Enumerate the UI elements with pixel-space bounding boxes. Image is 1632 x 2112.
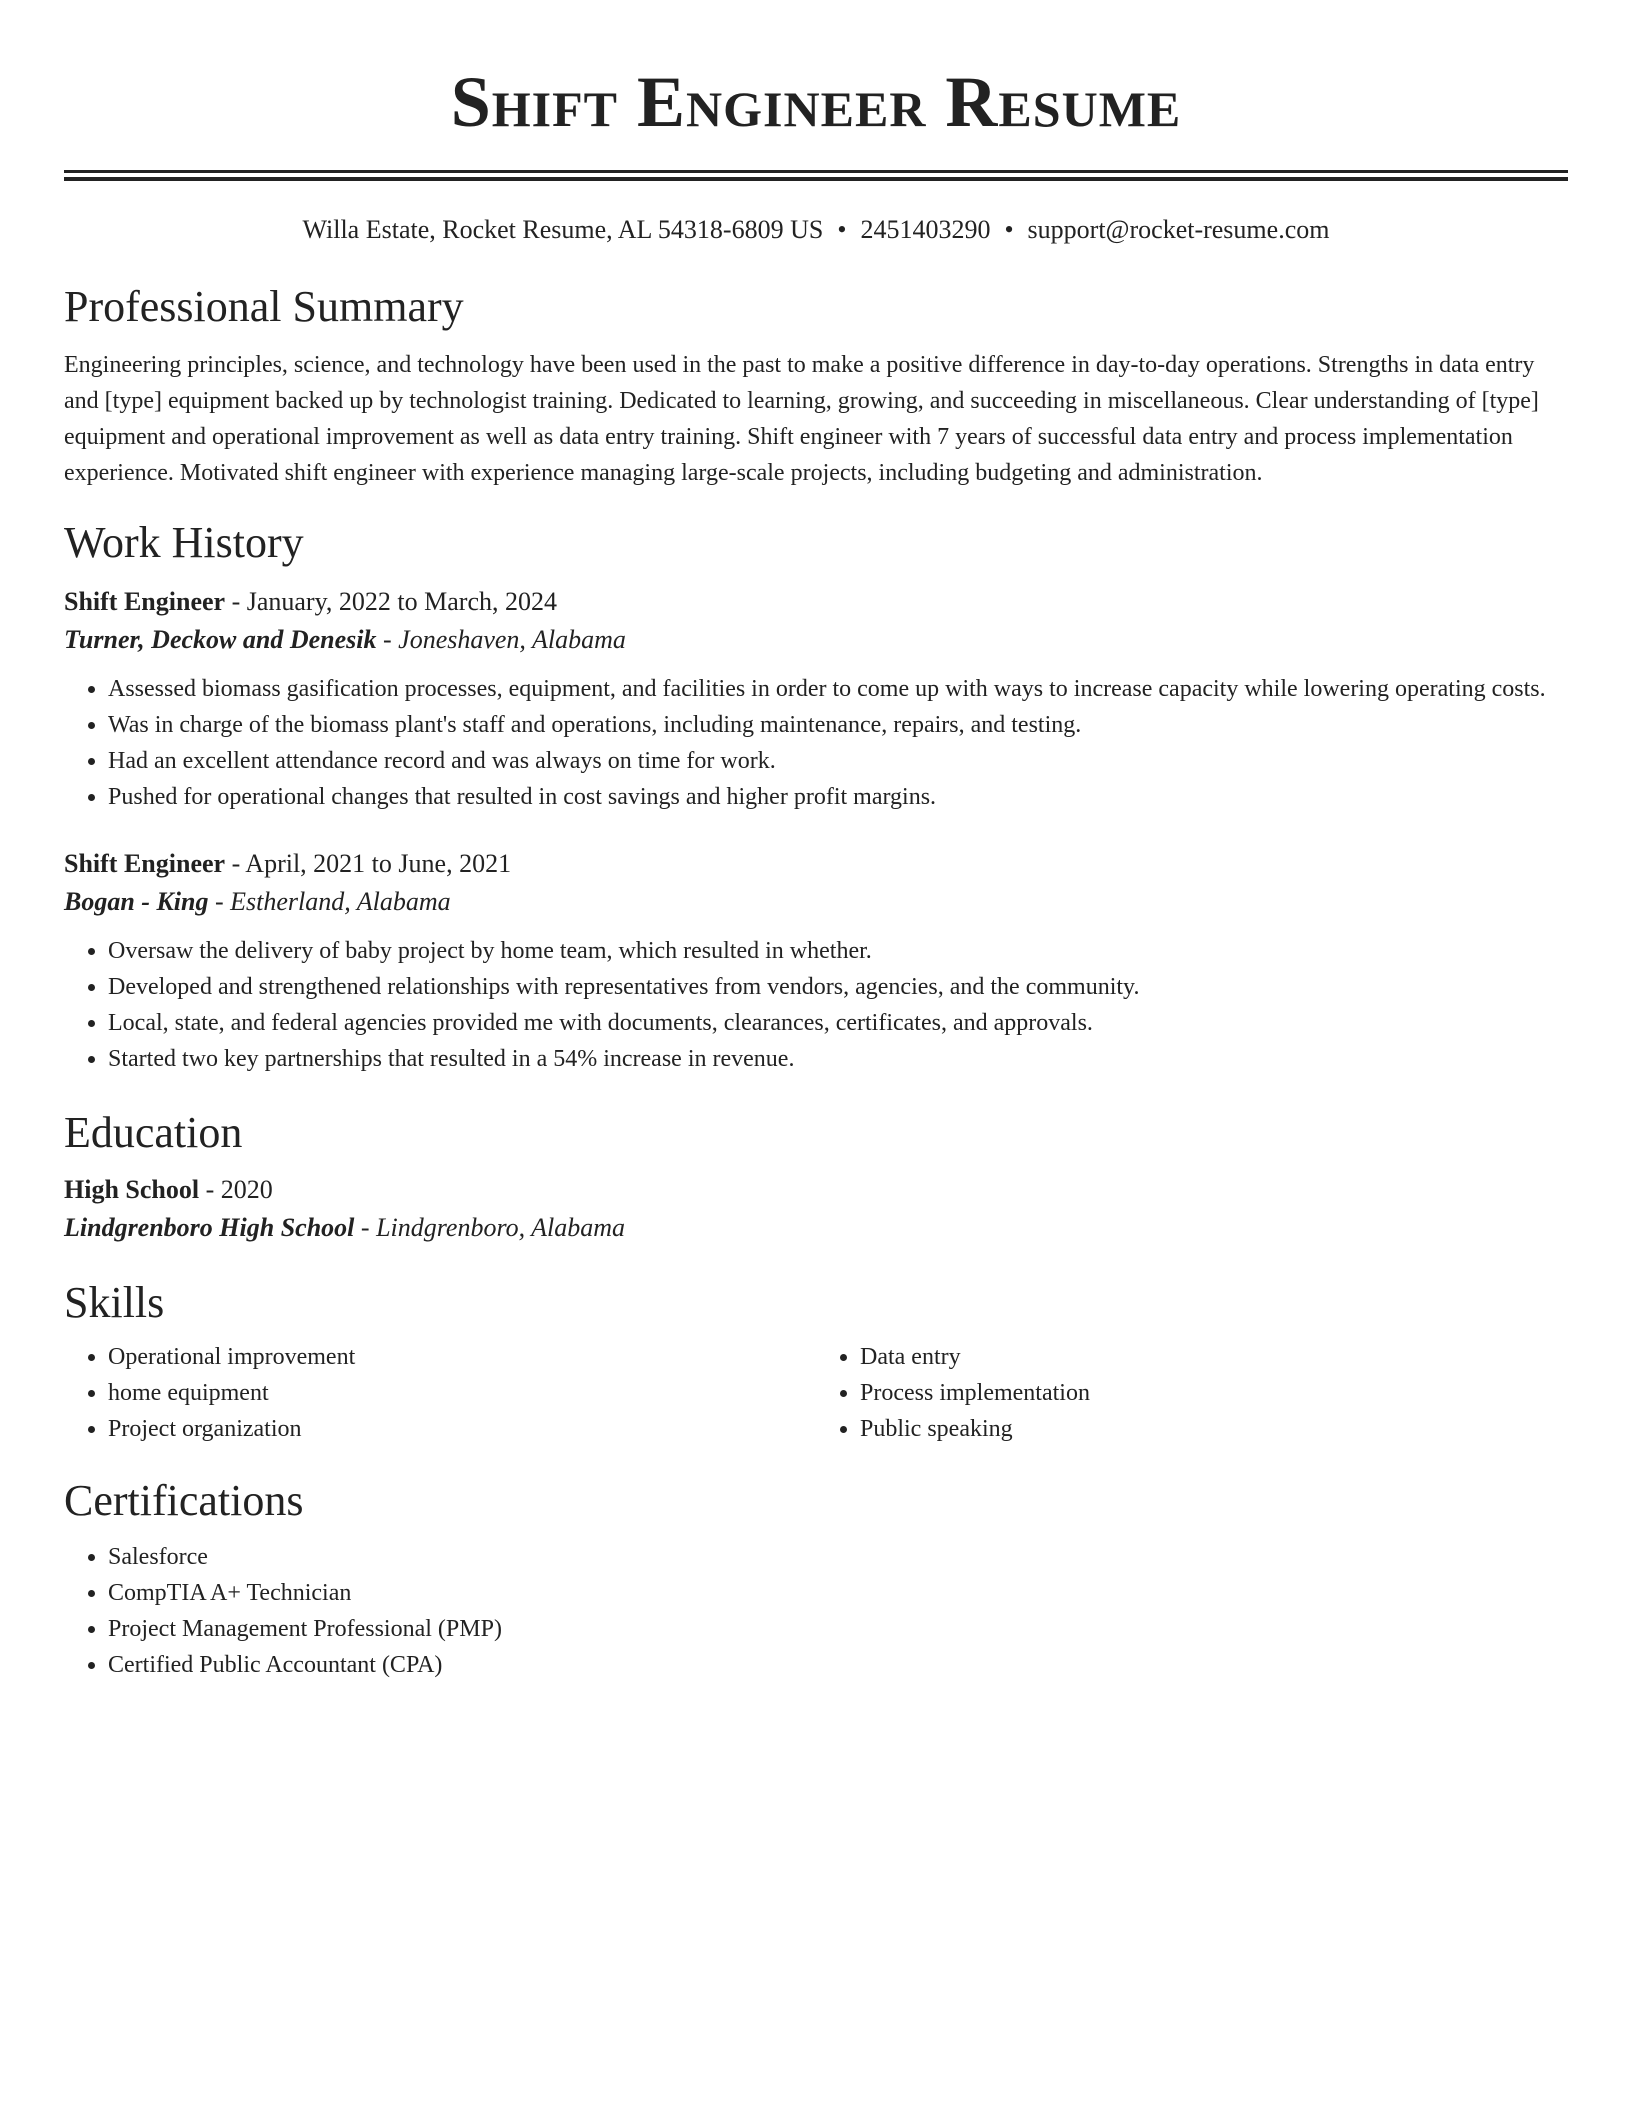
job-title-line: [64, 845, 1568, 883]
job-title: Shift Engineer: [64, 849, 226, 878]
list-item: • Public speaking: [860, 1411, 1568, 1447]
skills-heading: Skills: [64, 1278, 165, 1327]
list-item: • CompTIA A+ Technician: [108, 1575, 1568, 1611]
list-item: • Salesforce: [108, 1539, 1568, 1575]
job-title-line: [64, 583, 1568, 621]
job-dates: - January, 2022 to March, 2024: [225, 587, 557, 616]
skills-list-left: [64, 1339, 816, 1447]
certifications-heading: Certifications: [64, 1476, 304, 1525]
employer-name: Turner, Deckow and Denesik: [64, 625, 377, 654]
school-location: - Lindgrenboro, Alabama: [354, 1213, 626, 1242]
contact-separator: •: [1004, 215, 1014, 244]
contact-email: support@rocket-resume.com: [1027, 215, 1330, 244]
summary-heading: Professional Summary: [64, 282, 464, 331]
degree: High School: [64, 1175, 200, 1204]
job-duties-list: [64, 671, 1568, 815]
contact-phone: 2451403290: [860, 215, 991, 244]
degree-line: [64, 1171, 1568, 1209]
job-title: Shift Engineer: [64, 587, 226, 616]
resume-title: Shift Engineer Resume: [450, 62, 1182, 142]
list-item: • Oversaw the delivery of baby project by home team, which resulted in whether.: [108, 933, 1568, 969]
list-item: • Certified Public Accountant (CPA): [108, 1647, 1568, 1683]
list-item: • Project organization: [108, 1411, 816, 1447]
school-name: Lindgrenboro High School: [64, 1213, 355, 1242]
job-duties-list: [64, 933, 1568, 1077]
education-heading: Education: [64, 1108, 243, 1157]
school-line: [64, 1209, 1568, 1247]
list-item: • Assessed biomass gasification processes, equipment, and facilities in order to come up with ways to increase capacity while lowering operating costs.: [108, 671, 1568, 707]
contact-address: Willa Estate, Rocket Resume, AL 54318-6809 US: [302, 215, 824, 244]
education-entry: [64, 1171, 1568, 1247]
job-dates: - April, 2021 to June, 2021: [225, 849, 512, 878]
contact-line: [64, 213, 1568, 247]
list-item: • home equipment: [108, 1375, 816, 1411]
job-entry: [64, 583, 1568, 815]
employer-location: - Estherland, Alabama: [208, 887, 451, 916]
employer-line: [64, 883, 1568, 921]
list-item: • Was in charge of the biomass plant's staff and operations, including maintenance, repairs, and testing.: [108, 707, 1568, 743]
list-item: • Operational improvement: [108, 1339, 816, 1375]
employer-line: [64, 621, 1568, 659]
list-item: • Project Management Professional (PMP): [108, 1611, 1568, 1647]
skills-grid: [64, 1339, 1568, 1447]
work-history-heading: Work History: [64, 518, 304, 567]
contact-separator: •: [837, 215, 847, 244]
summary-text: Engineering principles, science, and technology have been used in the past to make a positive difference in day-to-day operations. Strengths in data entry and [type] equipment backed up by technologist training. Dedicated to learning, growing, and succeeding in miscellaneous. Clear understanding of [type] equipment and operational improvement as well as data entry training. Shift engineer with 7 years of successful data entry and process implementation experience. Motivated shift engineer with experience managing large-scale projects, including budgeting and administration.: [64, 352, 1539, 486]
employer-name: Bogan - King: [64, 887, 209, 916]
list-item: • Pushed for operational changes that resulted in cost savings and higher profit margins.: [108, 779, 1568, 815]
list-item: • Local, state, and federal agencies provided me with documents, clearances, certificates, and approvals.: [108, 1005, 1568, 1041]
skills-list-right: [816, 1339, 1568, 1447]
job-entry: [64, 845, 1568, 1077]
graduation-year: - 2020: [199, 1175, 273, 1204]
employer-location: - Joneshaven, Alabama: [376, 625, 626, 654]
list-item: • Data entry: [860, 1339, 1568, 1375]
certifications-list: [64, 1539, 1568, 1683]
list-item: • Process implementation: [860, 1375, 1568, 1411]
list-item: • Developed and strengthened relationships with representatives from vendors, agencies, and the community.: [108, 969, 1568, 1005]
list-item: • Had an excellent attendance record and was always on time for work.: [108, 743, 1568, 779]
list-item: • Started two key partnerships that resulted in a 54% increase in revenue.: [108, 1041, 1568, 1077]
title-divider: [64, 170, 1568, 181]
